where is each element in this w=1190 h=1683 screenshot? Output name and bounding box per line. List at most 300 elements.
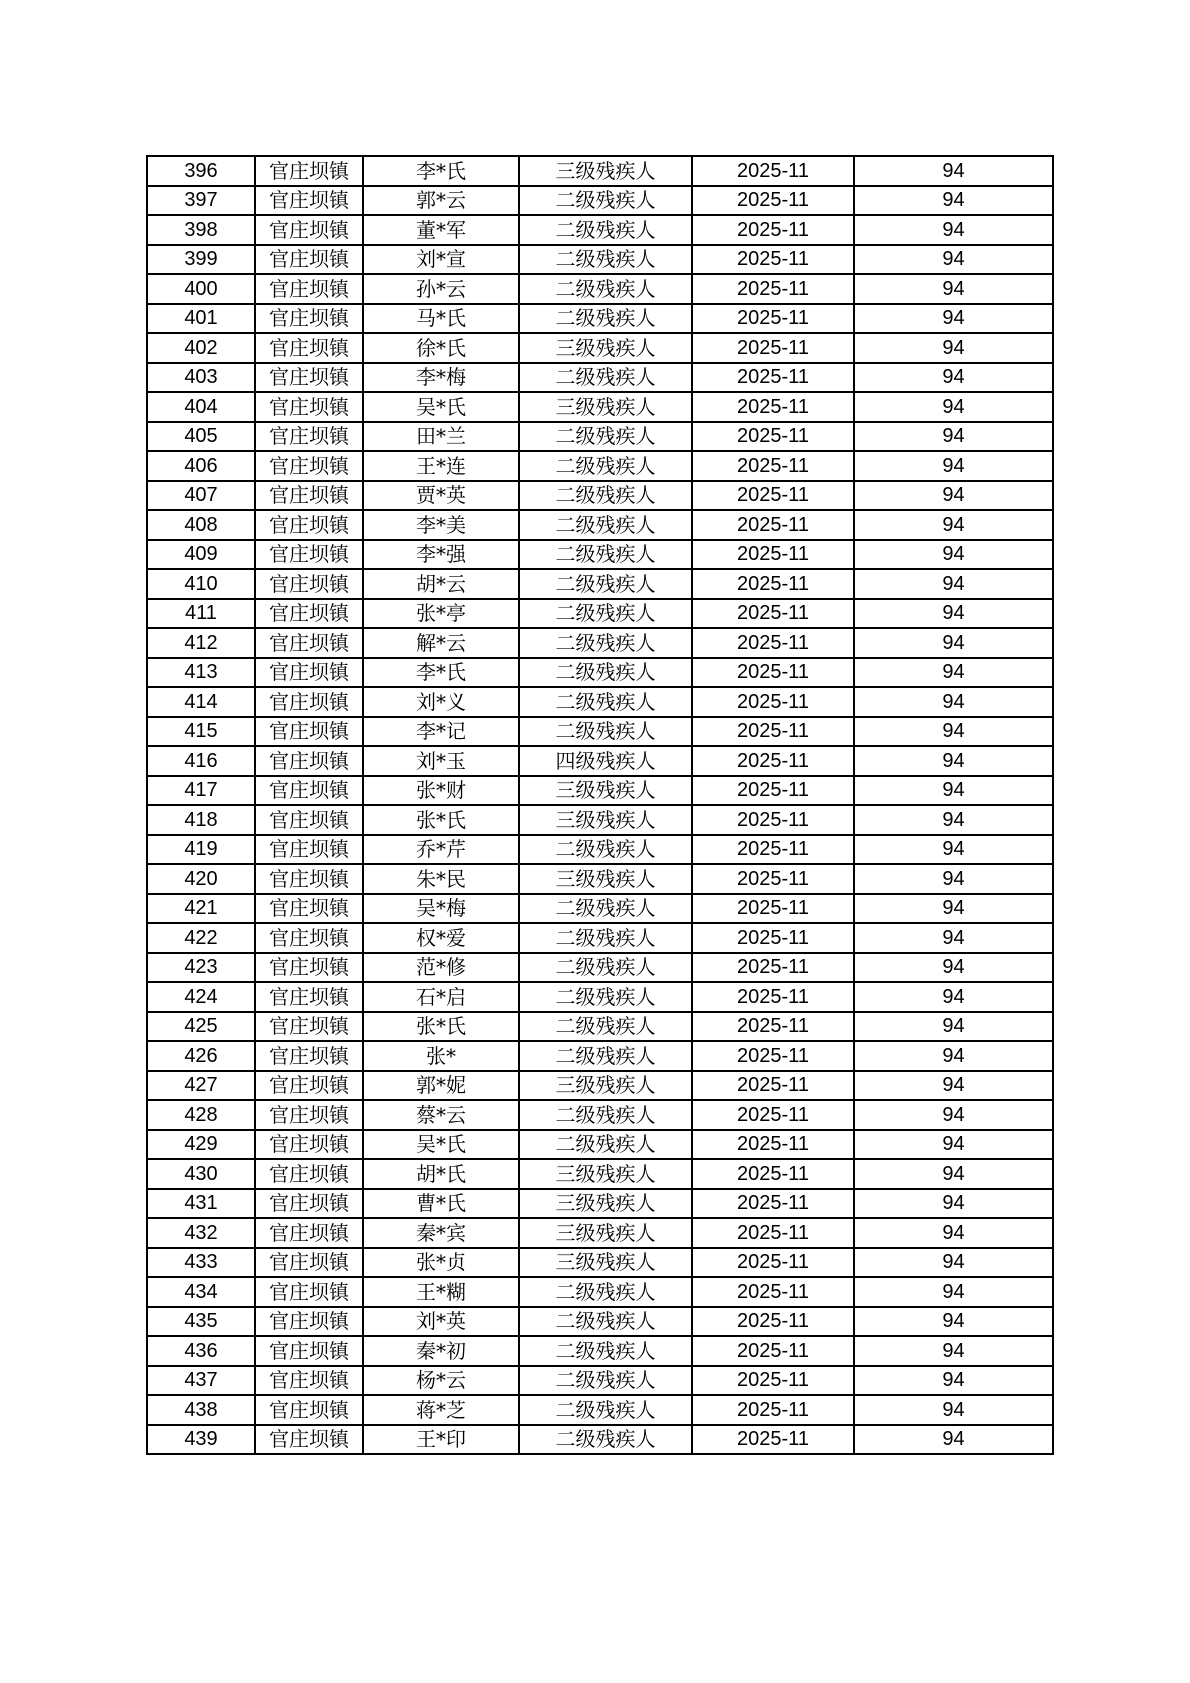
cell-amount: 94 [854, 894, 1053, 924]
cell-payment-month: 2025-11 [692, 805, 854, 835]
cell-amount: 94 [854, 1100, 1053, 1130]
cell-person-name: 蔡*云 [363, 1100, 519, 1130]
table-row [147, 510, 1053, 540]
table-row [147, 156, 1053, 186]
cell-payment-month: 2025-11 [692, 599, 854, 629]
cell-person-name: 吴*氏 [363, 1130, 519, 1160]
cell-payment-month: 2025-11 [692, 1366, 854, 1396]
cell-person-name: 杨*云 [363, 1366, 519, 1396]
cell-amount: 94 [854, 451, 1053, 481]
cell-amount: 94 [854, 333, 1053, 363]
cell-payment-month: 2025-11 [692, 982, 854, 1012]
cell-township: 官庄坝镇 [255, 1395, 363, 1425]
cell-serial-number: 431 [147, 1189, 255, 1219]
cell-payment-month: 2025-11 [692, 1336, 854, 1366]
table-row [147, 481, 1053, 511]
table-row [147, 1425, 1053, 1455]
cell-disability-level: 二级残疾人 [519, 1041, 692, 1071]
cell-township: 官庄坝镇 [255, 333, 363, 363]
cell-amount: 94 [854, 1130, 1053, 1160]
cell-township: 官庄坝镇 [255, 1041, 363, 1071]
cell-payment-month: 2025-11 [692, 245, 854, 275]
table-row [147, 864, 1053, 894]
table-row [147, 1395, 1053, 1425]
cell-serial-number: 402 [147, 333, 255, 363]
table-row [147, 540, 1053, 570]
table-row [147, 333, 1053, 363]
cell-person-name: 郭*妮 [363, 1071, 519, 1101]
cell-disability-level: 二级残疾人 [519, 274, 692, 304]
cell-township: 官庄坝镇 [255, 864, 363, 894]
cell-serial-number: 436 [147, 1336, 255, 1366]
cell-person-name: 张*氏 [363, 805, 519, 835]
cell-disability-level: 二级残疾人 [519, 1395, 692, 1425]
cell-amount: 94 [854, 569, 1053, 599]
cell-disability-level: 三级残疾人 [519, 156, 692, 186]
cell-township: 官庄坝镇 [255, 599, 363, 629]
cell-serial-number: 421 [147, 894, 255, 924]
cell-person-name: 田*兰 [363, 422, 519, 452]
cell-serial-number: 410 [147, 569, 255, 599]
cell-amount: 94 [854, 304, 1053, 334]
cell-payment-month: 2025-11 [692, 1189, 854, 1219]
cell-serial-number: 437 [147, 1366, 255, 1396]
cell-township: 官庄坝镇 [255, 304, 363, 334]
cell-disability-level: 二级残疾人 [519, 1425, 692, 1455]
cell-serial-number: 427 [147, 1071, 255, 1101]
cell-disability-level: 三级残疾人 [519, 1218, 692, 1248]
cell-person-name: 刘*宣 [363, 245, 519, 275]
cell-person-name: 王*连 [363, 451, 519, 481]
cell-serial-number: 404 [147, 392, 255, 422]
cell-amount: 94 [854, 1189, 1053, 1219]
table-row [147, 599, 1053, 629]
cell-serial-number: 415 [147, 717, 255, 747]
cell-serial-number: 420 [147, 864, 255, 894]
cell-serial-number: 419 [147, 835, 255, 865]
cell-serial-number: 434 [147, 1277, 255, 1307]
table-row [147, 894, 1053, 924]
cell-payment-month: 2025-11 [692, 658, 854, 688]
cell-payment-month: 2025-11 [692, 510, 854, 540]
cell-township: 官庄坝镇 [255, 1248, 363, 1278]
cell-person-name: 王*印 [363, 1425, 519, 1455]
cell-amount: 94 [854, 599, 1053, 629]
cell-serial-number: 400 [147, 274, 255, 304]
cell-person-name: 胡*氏 [363, 1159, 519, 1189]
table-row [147, 658, 1053, 688]
cell-payment-month: 2025-11 [692, 1307, 854, 1337]
subsidy-roster-table [146, 155, 1054, 1455]
cell-disability-level: 二级残疾人 [519, 687, 692, 717]
cell-township: 官庄坝镇 [255, 982, 363, 1012]
cell-amount: 94 [854, 1425, 1053, 1455]
cell-person-name: 刘*英 [363, 1307, 519, 1337]
cell-disability-level: 二级残疾人 [519, 569, 692, 599]
cell-amount: 94 [854, 1159, 1053, 1189]
table-row [147, 1248, 1053, 1278]
cell-disability-level: 三级残疾人 [519, 1159, 692, 1189]
cell-payment-month: 2025-11 [692, 1159, 854, 1189]
cell-amount: 94 [854, 1336, 1053, 1366]
cell-serial-number: 416 [147, 746, 255, 776]
cell-disability-level: 二级残疾人 [519, 186, 692, 216]
cell-township: 官庄坝镇 [255, 1307, 363, 1337]
cell-township: 官庄坝镇 [255, 540, 363, 570]
table-row [147, 186, 1053, 216]
cell-person-name: 李*记 [363, 717, 519, 747]
cell-payment-month: 2025-11 [692, 628, 854, 658]
cell-disability-level: 二级残疾人 [519, 422, 692, 452]
cell-serial-number: 418 [147, 805, 255, 835]
cell-person-name: 胡*云 [363, 569, 519, 599]
table-row [147, 569, 1053, 599]
cell-disability-level: 四级残疾人 [519, 746, 692, 776]
cell-disability-level: 三级残疾人 [519, 1071, 692, 1101]
cell-amount: 94 [854, 1218, 1053, 1248]
cell-person-name: 乔*芹 [363, 835, 519, 865]
cell-amount: 94 [854, 953, 1053, 983]
cell-payment-month: 2025-11 [692, 215, 854, 245]
table-row [147, 717, 1053, 747]
cell-disability-level: 二级残疾人 [519, 1012, 692, 1042]
cell-person-name: 权*爱 [363, 923, 519, 953]
cell-township: 官庄坝镇 [255, 481, 363, 511]
cell-township: 官庄坝镇 [255, 658, 363, 688]
cell-township: 官庄坝镇 [255, 569, 363, 599]
cell-disability-level: 二级残疾人 [519, 215, 692, 245]
cell-payment-month: 2025-11 [692, 304, 854, 334]
cell-amount: 94 [854, 864, 1053, 894]
roster-table-body [147, 156, 1053, 1454]
cell-amount: 94 [854, 1307, 1053, 1337]
cell-serial-number: 412 [147, 628, 255, 658]
cell-person-name: 李*氏 [363, 658, 519, 688]
cell-payment-month: 2025-11 [692, 156, 854, 186]
cell-serial-number: 409 [147, 540, 255, 570]
cell-disability-level: 三级残疾人 [519, 776, 692, 806]
cell-disability-level: 二级残疾人 [519, 1130, 692, 1160]
cell-person-name: 郭*云 [363, 186, 519, 216]
cell-person-name: 李*强 [363, 540, 519, 570]
cell-person-name: 秦*宾 [363, 1218, 519, 1248]
table-row [147, 1277, 1053, 1307]
cell-disability-level: 二级残疾人 [519, 1100, 692, 1130]
cell-township: 官庄坝镇 [255, 1130, 363, 1160]
cell-payment-month: 2025-11 [692, 569, 854, 599]
cell-township: 官庄坝镇 [255, 1159, 363, 1189]
cell-disability-level: 三级残疾人 [519, 864, 692, 894]
cell-township: 官庄坝镇 [255, 245, 363, 275]
cell-disability-level: 二级残疾人 [519, 1336, 692, 1366]
cell-township: 官庄坝镇 [255, 805, 363, 835]
cell-person-name: 解*云 [363, 628, 519, 658]
cell-disability-level: 二级残疾人 [519, 599, 692, 629]
cell-payment-month: 2025-11 [692, 835, 854, 865]
cell-person-name: 刘*玉 [363, 746, 519, 776]
cell-serial-number: 424 [147, 982, 255, 1012]
cell-amount: 94 [854, 1012, 1053, 1042]
cell-township: 官庄坝镇 [255, 776, 363, 806]
cell-township: 官庄坝镇 [255, 1012, 363, 1042]
cell-disability-level: 二级残疾人 [519, 717, 692, 747]
cell-amount: 94 [854, 1395, 1053, 1425]
cell-person-name: 李*梅 [363, 363, 519, 393]
cell-person-name: 张* [363, 1041, 519, 1071]
cell-serial-number: 435 [147, 1307, 255, 1337]
table-row [147, 953, 1053, 983]
cell-person-name: 刘*义 [363, 687, 519, 717]
cell-serial-number: 432 [147, 1218, 255, 1248]
cell-disability-level: 二级残疾人 [519, 628, 692, 658]
cell-payment-month: 2025-11 [692, 333, 854, 363]
cell-payment-month: 2025-11 [692, 1071, 854, 1101]
cell-amount: 94 [854, 392, 1053, 422]
cell-township: 官庄坝镇 [255, 835, 363, 865]
cell-serial-number: 433 [147, 1248, 255, 1278]
cell-person-name: 朱*民 [363, 864, 519, 894]
cell-payment-month: 2025-11 [692, 1041, 854, 1071]
cell-payment-month: 2025-11 [692, 1395, 854, 1425]
cell-township: 官庄坝镇 [255, 1071, 363, 1101]
cell-serial-number: 438 [147, 1395, 255, 1425]
cell-disability-level: 三级残疾人 [519, 1189, 692, 1219]
table-row [147, 1071, 1053, 1101]
cell-serial-number: 430 [147, 1159, 255, 1189]
cell-disability-level: 二级残疾人 [519, 451, 692, 481]
cell-serial-number: 439 [147, 1425, 255, 1455]
cell-township: 官庄坝镇 [255, 687, 363, 717]
cell-serial-number: 413 [147, 658, 255, 688]
cell-amount: 94 [854, 422, 1053, 452]
cell-disability-level: 二级残疾人 [519, 982, 692, 1012]
cell-amount: 94 [854, 687, 1053, 717]
cell-amount: 94 [854, 274, 1053, 304]
table-row [147, 1189, 1053, 1219]
cell-payment-month: 2025-11 [692, 746, 854, 776]
cell-township: 官庄坝镇 [255, 1336, 363, 1366]
cell-township: 官庄坝镇 [255, 1425, 363, 1455]
cell-serial-number: 417 [147, 776, 255, 806]
cell-person-name: 徐*氏 [363, 333, 519, 363]
cell-serial-number: 401 [147, 304, 255, 334]
cell-amount: 94 [854, 186, 1053, 216]
cell-township: 官庄坝镇 [255, 186, 363, 216]
cell-amount: 94 [854, 835, 1053, 865]
cell-amount: 94 [854, 776, 1053, 806]
cell-amount: 94 [854, 717, 1053, 747]
cell-amount: 94 [854, 510, 1053, 540]
cell-disability-level: 三级残疾人 [519, 1248, 692, 1278]
cell-disability-level: 二级残疾人 [519, 658, 692, 688]
cell-township: 官庄坝镇 [255, 510, 363, 540]
cell-township: 官庄坝镇 [255, 1366, 363, 1396]
cell-person-name: 吴*氏 [363, 392, 519, 422]
cell-payment-month: 2025-11 [692, 1130, 854, 1160]
cell-amount: 94 [854, 1071, 1053, 1101]
cell-township: 官庄坝镇 [255, 451, 363, 481]
cell-serial-number: 428 [147, 1100, 255, 1130]
table-row [147, 1041, 1053, 1071]
cell-township: 官庄坝镇 [255, 1218, 363, 1248]
table-row [147, 1218, 1053, 1248]
cell-serial-number: 403 [147, 363, 255, 393]
cell-payment-month: 2025-11 [692, 363, 854, 393]
cell-payment-month: 2025-11 [692, 1277, 854, 1307]
cell-person-name: 秦*初 [363, 1336, 519, 1366]
cell-disability-level: 二级残疾人 [519, 1277, 692, 1307]
cell-payment-month: 2025-11 [692, 1425, 854, 1455]
table-row [147, 304, 1053, 334]
table-row [147, 1366, 1053, 1396]
cell-person-name: 范*修 [363, 953, 519, 983]
cell-amount: 94 [854, 1041, 1053, 1071]
cell-disability-level: 三级残疾人 [519, 805, 692, 835]
table-row [147, 215, 1053, 245]
cell-amount: 94 [854, 1366, 1053, 1396]
cell-person-name: 董*军 [363, 215, 519, 245]
cell-person-name: 张*财 [363, 776, 519, 806]
cell-person-name: 李*氏 [363, 156, 519, 186]
cell-amount: 94 [854, 156, 1053, 186]
cell-disability-level: 三级残疾人 [519, 333, 692, 363]
cell-person-name: 张*贞 [363, 1248, 519, 1278]
cell-person-name: 李*美 [363, 510, 519, 540]
cell-amount: 94 [854, 628, 1053, 658]
cell-disability-level: 二级残疾人 [519, 1366, 692, 1396]
cell-township: 官庄坝镇 [255, 894, 363, 924]
cell-township: 官庄坝镇 [255, 953, 363, 983]
cell-disability-level: 二级残疾人 [519, 363, 692, 393]
cell-serial-number: 399 [147, 245, 255, 275]
cell-township: 官庄坝镇 [255, 628, 363, 658]
cell-payment-month: 2025-11 [692, 451, 854, 481]
cell-township: 官庄坝镇 [255, 392, 363, 422]
cell-township: 官庄坝镇 [255, 215, 363, 245]
cell-amount: 94 [854, 982, 1053, 1012]
cell-person-name: 石*启 [363, 982, 519, 1012]
table-row [147, 451, 1053, 481]
cell-township: 官庄坝镇 [255, 1277, 363, 1307]
table-row [147, 628, 1053, 658]
table-row [147, 687, 1053, 717]
cell-serial-number: 396 [147, 156, 255, 186]
cell-person-name: 张*氏 [363, 1012, 519, 1042]
cell-serial-number: 407 [147, 481, 255, 511]
cell-person-name: 蒋*芝 [363, 1395, 519, 1425]
cell-serial-number: 406 [147, 451, 255, 481]
table-row [147, 1307, 1053, 1337]
table-row [147, 1130, 1053, 1160]
cell-payment-month: 2025-11 [692, 481, 854, 511]
cell-payment-month: 2025-11 [692, 1100, 854, 1130]
cell-payment-month: 2025-11 [692, 274, 854, 304]
cell-serial-number: 423 [147, 953, 255, 983]
cell-amount: 94 [854, 658, 1053, 688]
cell-payment-month: 2025-11 [692, 864, 854, 894]
cell-disability-level: 二级残疾人 [519, 510, 692, 540]
cell-disability-level: 三级残疾人 [519, 392, 692, 422]
cell-disability-level: 二级残疾人 [519, 481, 692, 511]
cell-disability-level: 二级残疾人 [519, 304, 692, 334]
table-row [147, 1336, 1053, 1366]
cell-amount: 94 [854, 215, 1053, 245]
cell-payment-month: 2025-11 [692, 953, 854, 983]
table-row [147, 835, 1053, 865]
cell-disability-level: 二级残疾人 [519, 923, 692, 953]
cell-payment-month: 2025-11 [692, 392, 854, 422]
cell-township: 官庄坝镇 [255, 1189, 363, 1219]
cell-amount: 94 [854, 481, 1053, 511]
cell-person-name: 孙*云 [363, 274, 519, 304]
table-row [147, 746, 1053, 776]
cell-payment-month: 2025-11 [692, 923, 854, 953]
cell-amount: 94 [854, 363, 1053, 393]
cell-payment-month: 2025-11 [692, 540, 854, 570]
table-row [147, 422, 1053, 452]
cell-serial-number: 408 [147, 510, 255, 540]
cell-payment-month: 2025-11 [692, 717, 854, 747]
cell-serial-number: 397 [147, 186, 255, 216]
table-row [147, 392, 1053, 422]
cell-amount: 94 [854, 923, 1053, 953]
cell-township: 官庄坝镇 [255, 1100, 363, 1130]
cell-payment-month: 2025-11 [692, 186, 854, 216]
cell-payment-month: 2025-11 [692, 776, 854, 806]
cell-disability-level: 二级残疾人 [519, 835, 692, 865]
cell-amount: 94 [854, 805, 1053, 835]
table-row [147, 245, 1053, 275]
table-row [147, 363, 1053, 393]
table-row [147, 923, 1053, 953]
cell-disability-level: 二级残疾人 [519, 1307, 692, 1337]
cell-township: 官庄坝镇 [255, 156, 363, 186]
cell-disability-level: 二级残疾人 [519, 894, 692, 924]
cell-serial-number: 398 [147, 215, 255, 245]
cell-amount: 94 [854, 746, 1053, 776]
cell-person-name: 曹*氏 [363, 1189, 519, 1219]
cell-person-name: 张*亭 [363, 599, 519, 629]
cell-disability-level: 二级残疾人 [519, 953, 692, 983]
cell-amount: 94 [854, 1277, 1053, 1307]
cell-payment-month: 2025-11 [692, 1218, 854, 1248]
cell-township: 官庄坝镇 [255, 746, 363, 776]
cell-person-name: 吴*梅 [363, 894, 519, 924]
cell-serial-number: 405 [147, 422, 255, 452]
cell-payment-month: 2025-11 [692, 1012, 854, 1042]
cell-payment-month: 2025-11 [692, 894, 854, 924]
cell-serial-number: 414 [147, 687, 255, 717]
cell-township: 官庄坝镇 [255, 274, 363, 304]
cell-payment-month: 2025-11 [692, 687, 854, 717]
cell-serial-number: 426 [147, 1041, 255, 1071]
cell-serial-number: 425 [147, 1012, 255, 1042]
cell-township: 官庄坝镇 [255, 422, 363, 452]
cell-amount: 94 [854, 1248, 1053, 1278]
cell-disability-level: 二级残疾人 [519, 245, 692, 275]
cell-person-name: 贾*英 [363, 481, 519, 511]
cell-person-name: 马*氏 [363, 304, 519, 334]
cell-serial-number: 422 [147, 923, 255, 953]
cell-disability-level: 二级残疾人 [519, 540, 692, 570]
table-row [147, 1100, 1053, 1130]
table-row [147, 1012, 1053, 1042]
table-row [147, 274, 1053, 304]
cell-serial-number: 429 [147, 1130, 255, 1160]
table-row [147, 982, 1053, 1012]
cell-amount: 94 [854, 245, 1053, 275]
cell-payment-month: 2025-11 [692, 422, 854, 452]
